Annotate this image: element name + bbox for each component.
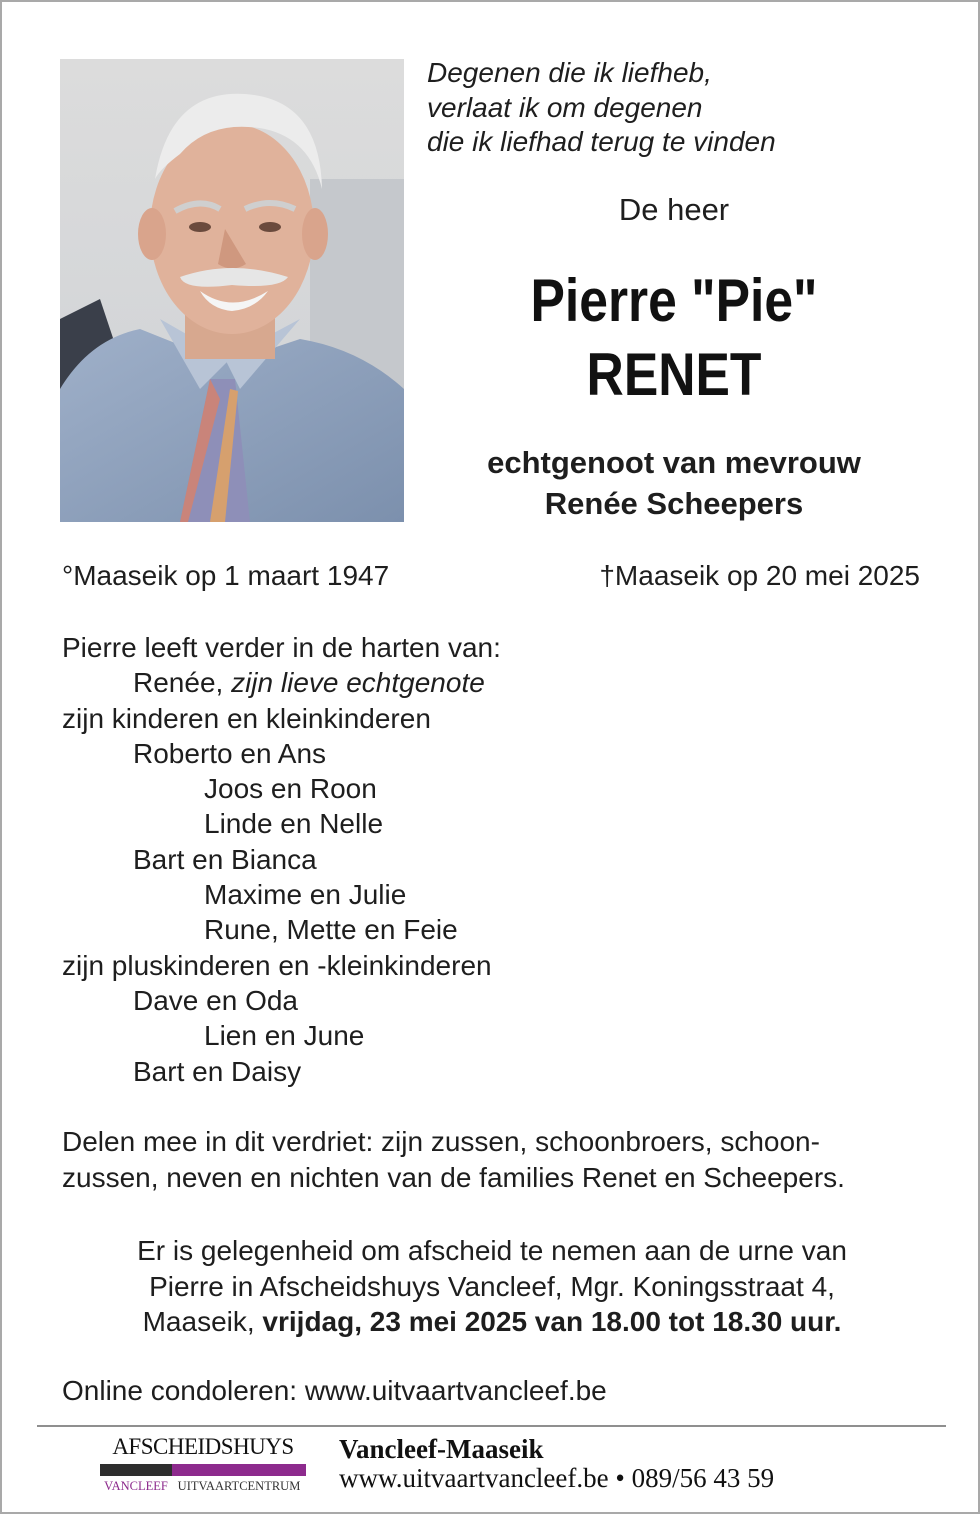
deceased-name	[457, 264, 890, 412]
memorial-quote	[427, 56, 947, 160]
list-item: Joos en Roon	[204, 773, 377, 805]
funeral-home-logo	[100, 1434, 306, 1492]
quote-line: verlaat ik om degenen	[427, 91, 703, 123]
wife-description: zijn lieve echtgenote	[231, 667, 485, 699]
birth-date: °Maaseik op 1 maart 1947	[62, 560, 390, 591]
logo-subtitle	[100, 1479, 306, 1494]
list-item: Roberto en Ans	[133, 737, 327, 769]
children-header: zijn kinderen en kleinkinderen	[62, 702, 431, 734]
portrait-photo	[60, 59, 404, 522]
shared-grief	[62, 1124, 942, 1195]
spouse-relation: echtgenoot van mevrouw	[487, 445, 861, 480]
honorific: De heer	[618, 192, 730, 227]
spouse-info	[422, 442, 926, 524]
list-item: Dave en Oda	[133, 984, 298, 1016]
farewell-datetime: vrijdag, 23 mei 2025 van 18.00 tot 18.30 uur.	[262, 1306, 842, 1337]
logo-sub-left: VANCLEEF	[104, 1479, 168, 1493]
list-item: Bart en Daisy	[133, 1055, 302, 1087]
funeral-home-name: Vancleef-Maaseik	[339, 1434, 544, 1464]
logo-bar-dark	[100, 1464, 172, 1476]
logo-sub-right: UITVAARTCENTRUM	[177, 1479, 301, 1493]
family-intro: Pierre leeft verder in de harten van:	[62, 632, 501, 663]
list-item: Bart en Bianca	[133, 843, 317, 875]
logo-bar-purple	[172, 1464, 306, 1476]
shared-line: zussen, neven en nichten van de families Renet en Scheepers.	[62, 1161, 845, 1193]
list-item: Linde en Nelle	[204, 808, 384, 840]
logo-title: AFSCHEIDSHUYS	[112, 1434, 294, 1459]
wife-line	[62, 665, 942, 700]
quote-line: Degenen die ik liefheb,	[427, 57, 712, 88]
logo-bar	[100, 1464, 306, 1476]
shared-line: Delen mee in dit verdriet: zijn zussen, schoonbroers, schoon-	[62, 1126, 820, 1157]
list-item: Rune, Mette en Feie	[204, 914, 458, 946]
wife-name: Renée,	[133, 667, 224, 699]
family-list	[62, 630, 942, 1089]
spouse-name: Renée Scheepers	[544, 486, 804, 521]
deceased-last-name: RENET	[586, 341, 762, 408]
list-item: Lien en June	[204, 1020, 365, 1052]
step-children-header: zijn pluskinderen en -kleinkinderen	[62, 949, 492, 981]
online-condolences: Online condoleren: www.uitvaartvancleef.be	[62, 1375, 607, 1406]
portrait-illustration	[60, 59, 404, 522]
quote-line: die ik liefhad terug te vinden	[427, 126, 776, 157]
farewell-line: Er is gelegenheid om afscheid te nemen aan de urne van	[137, 1235, 847, 1266]
footer-divider	[37, 1425, 946, 1427]
farewell-line	[42, 1304, 942, 1340]
farewell-line: Pierre in Afscheidshuys Vancleef, Mgr. Koningsstraat 4,	[149, 1270, 835, 1302]
deceased-first-name: Pierre "Pie"	[530, 267, 818, 334]
farewell-place: Maaseik,	[142, 1306, 255, 1337]
death-date: †Maaseik op 20 mei 2025	[599, 560, 920, 591]
funeral-home-contact: www.uitvaartvancleef.be • 089/56 43 59	[339, 1463, 775, 1493]
list-item: Maxime en Julie	[204, 879, 407, 911]
farewell-info	[42, 1233, 942, 1340]
